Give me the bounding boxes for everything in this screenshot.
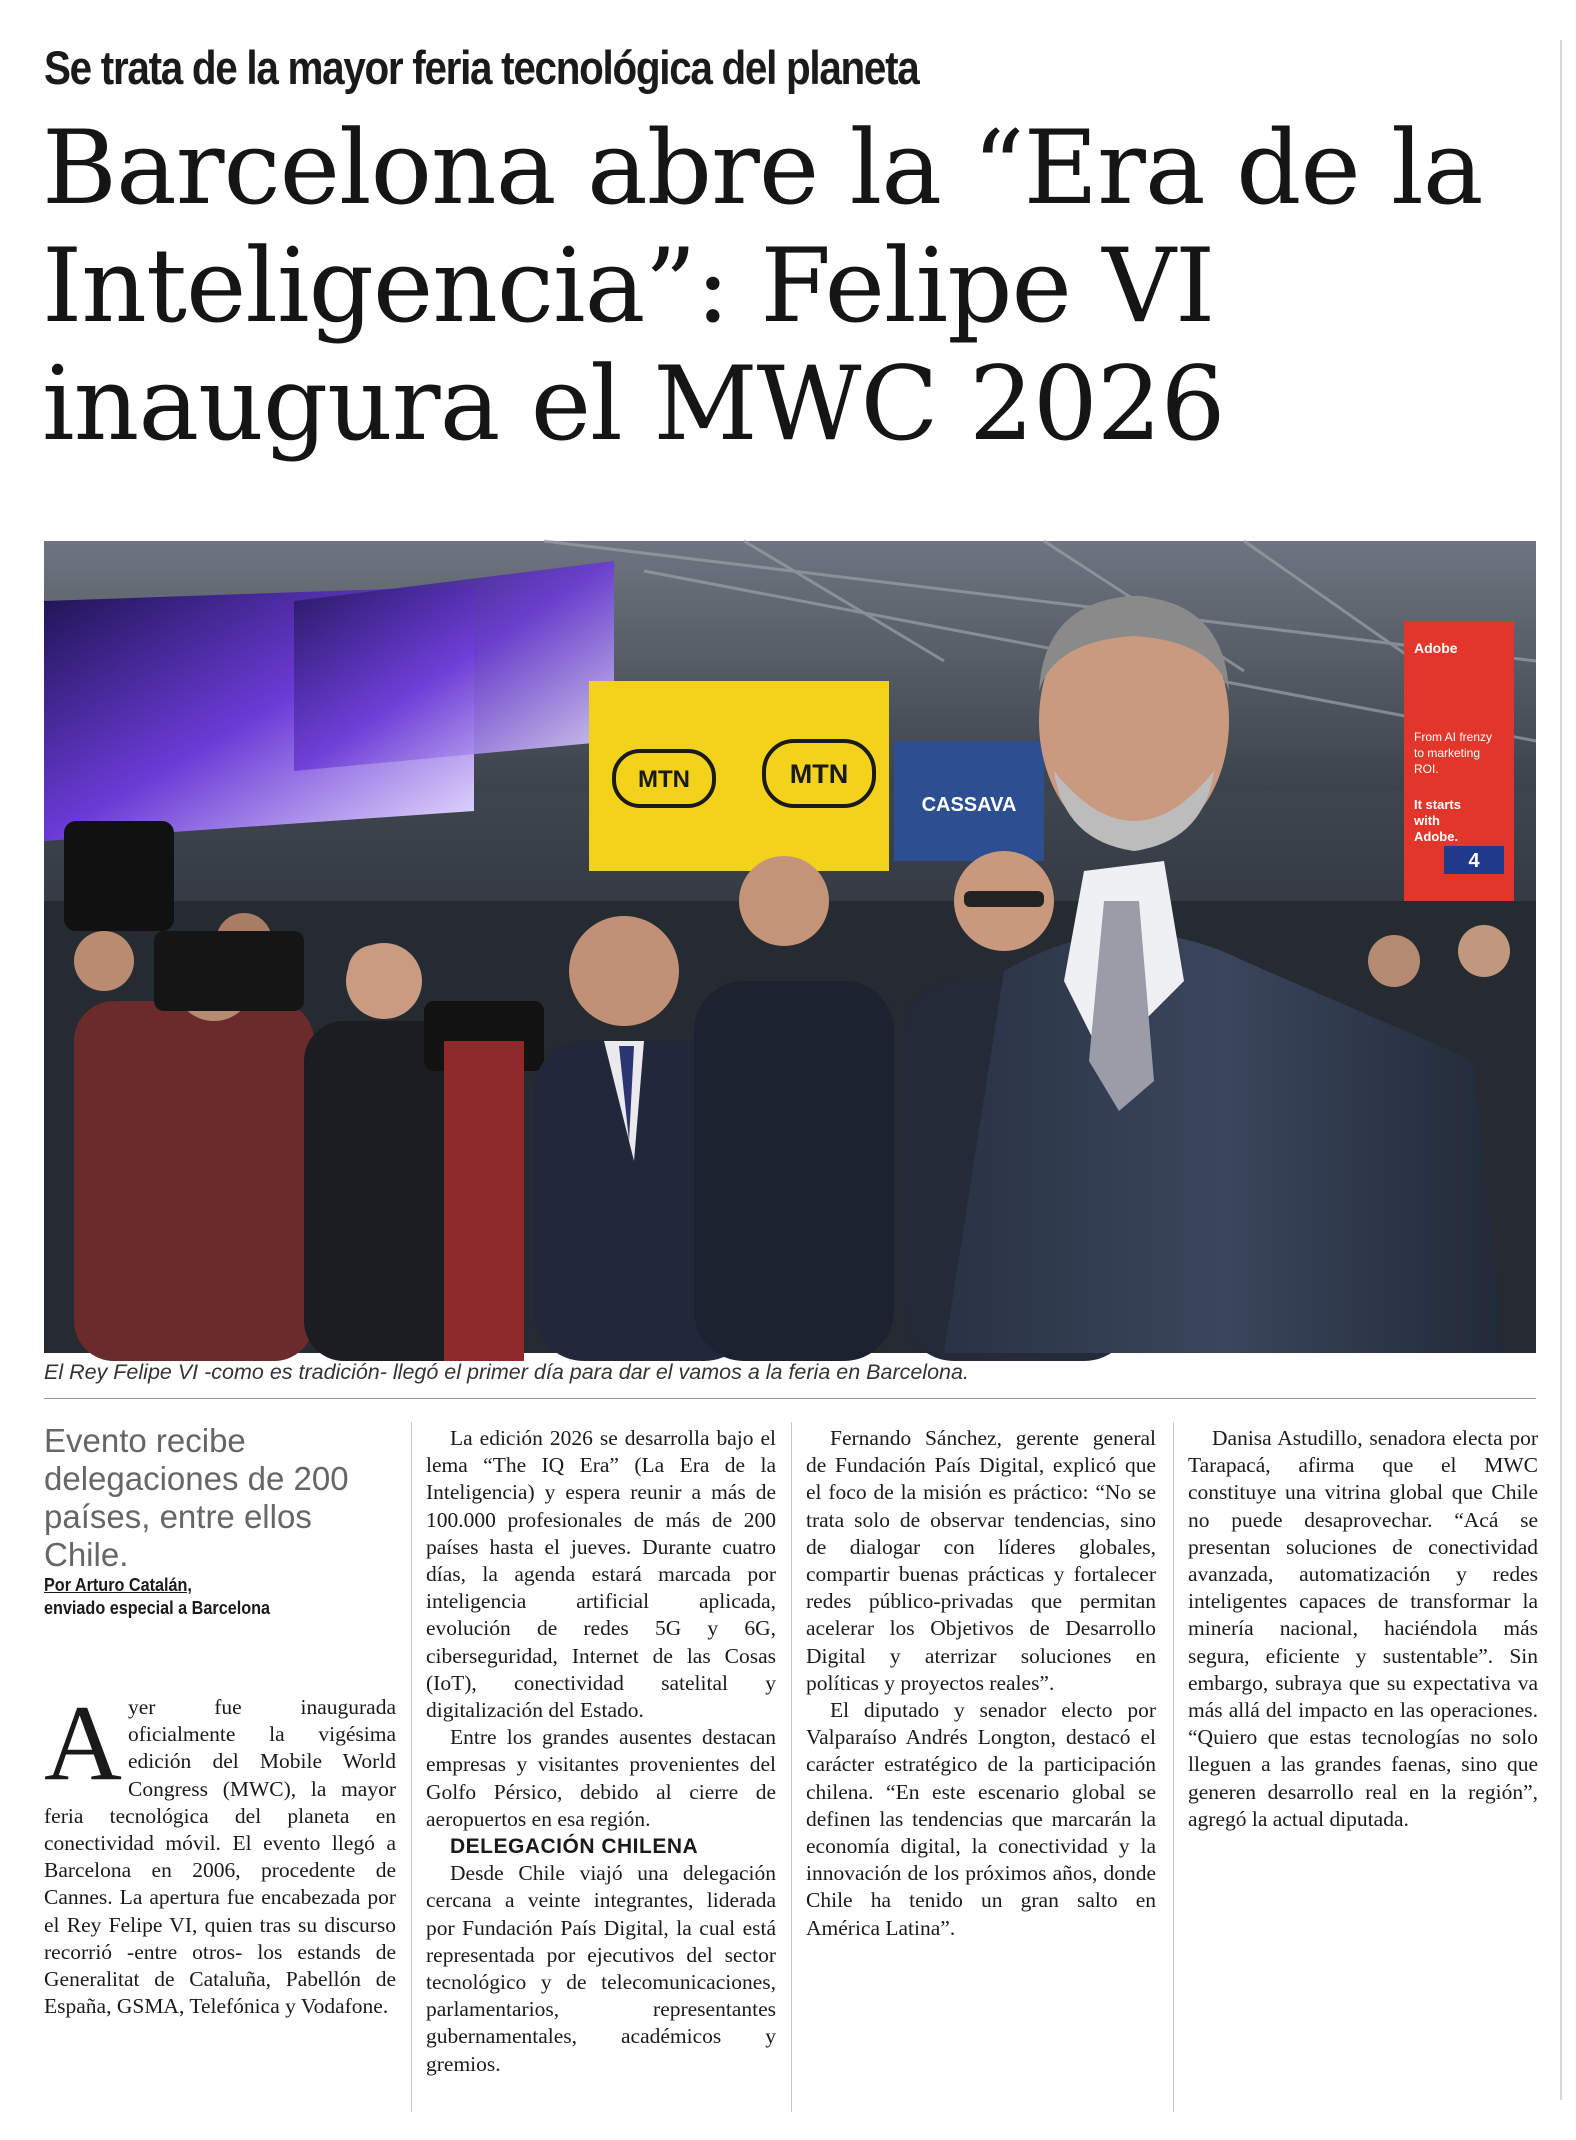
headline-line-2: Inteligencia”: Felipe VI (42, 227, 1215, 346)
cassava-sign: CASSAVA (921, 794, 1017, 816)
column-rule-3 (1173, 1422, 1174, 2112)
paragraph-2: La edición 2026 se desarrolla bajo el lema “The IQ Era” (La Era de la Inteligencia) y espera reunir a más de 100.000 profesionales de más de 200 países hasta el jueves. Durante cuatro días, la agenda estará marcada por inteligencia artificial aplicada, evolución de redes 5G y 6G, ciberseguridad, Internet de las Cosas (IoT), conectividad satelital y digitalización del Estado. (426, 1426, 776, 1723)
article-column-4 (1188, 1425, 1538, 1833)
stand-number: 4 (1468, 850, 1480, 872)
mtn-sign-1: MTN (638, 766, 690, 793)
article-column-2 (426, 1425, 776, 2076)
caption-rule (44, 1398, 1536, 1399)
headline (42, 110, 1542, 464)
paragraph-3: Entre los grandes ausentes destacan empresas y visitantes provenientes del Golfo Pérsico, debido al cierre de aeropuertos en esa región. (426, 1725, 776, 1831)
adobe-line-6: Adobe. (1414, 829, 1459, 844)
article-column-1 (44, 1684, 396, 2020)
deck: Evento recibe delegaciones de 200 países, entre ellos Chile. (44, 1422, 349, 1573)
paragraph-4: Desde Chile viajó una delegación cercana a veinte integrantes, liderada por Fundación País Digital, la cual está representada por ejecutivos del sector tecnológico y de telecomunicaciones, parlamentarios, representantes gubernamentales, académicos y gremios. (426, 1861, 776, 2076)
photo-caption: El Rey Felipe VI -como es tradición- llegó el primer día para dar el vamos a la feria en Barcelona. (44, 1360, 969, 1384)
paragraph-6: El diputado y senador electo por Valparaíso Andrés Longton, destacó el carácter estratégico de la participación chilena. “En este escenario global se definen las tendencias que marcarán la economía digital, la conectividad y la innovación de los próximos años, donde Chile ha tenido un gran salto en América Latina”. (806, 1698, 1156, 1940)
kicker: Se trata de la mayor feria tecnológica del planeta (44, 41, 919, 94)
paragraph-7: Danisa Astudillo, senadora electa por Tarapacá, afirma que el MWC constituye una vitrina global que Chile no puede desaprovechar. “Acá se presentan soluciones de conectividad avanzada, automatización y redes inteligentes capaces de transformar la minería nacional, haciéndola más segura, eficiente y sustentable”. Sin embargo, subraya que su expectativa va más allá del impacto en las operaciones. “Quiero que estas tecnologías no solo lleguen a las grandes faenas, sino que generen desarrollo real en la región”, agregó la actual diputada. (1188, 1426, 1538, 1831)
byline (44, 1574, 368, 1620)
drop-cap: A (44, 1684, 122, 1803)
news-photo (44, 541, 1536, 1353)
article-column-3 (806, 1425, 1156, 1942)
adobe-line-2: to marketing (1414, 746, 1481, 760)
page-edge (1560, 40, 1562, 2100)
column-rule-1 (411, 1422, 412, 2112)
subhead-delegacion: DELEGACIÓN CHILENA (450, 1835, 699, 1859)
headline-line-1: Barcelona abre la “Era de la (42, 109, 1483, 228)
byline-author: Por Arturo Catalán, (44, 1575, 192, 1595)
paragraph-1-text: yer fue inaugurada oficialmente la vigésima edición del Mobile World Congress (MWC), la mayor feria tecnológica del planeta en conectividad móvil. El evento llegó a Barcelona en 2006, procedente de Cannes. La apertura fue encabezada por el Rey Felipe VI, quien tras su discurso recorrió -entre otros- los estands de Generalitat de Cataluña, Pabellón de España, GSMA, Telefónica y Vodafone. (44, 1695, 396, 2019)
mtn-sign-2: MTN (789, 759, 849, 789)
photo-illustration (44, 541, 1536, 1353)
headline-line-3: inaugura el MWC 2026 (42, 345, 1225, 464)
adobe-line-3: ROI. (1414, 762, 1439, 776)
column-rule-2 (791, 1422, 792, 2112)
adobe-line-1: From AI frenzy (1414, 730, 1493, 744)
paragraph-5: Fernando Sánchez, gerente general de Fundación País Digital, explicó que el foco de la misión es práctico: “No se trata solo de observar tendencias, sino de dialogar con líderes globales, compartir buenas prácticas y fortalecer redes público-privadas que permitan acelerar los Objetivos de Desarrollo Digital y aterrizar soluciones en políticas y proyectos reales”. (806, 1426, 1156, 1695)
adobe-line-5: with (1414, 813, 1440, 828)
adobe-line-4: It starts (1414, 797, 1461, 812)
adobe-brand: Adobe (1414, 640, 1458, 656)
paragraph-1 (44, 1684, 396, 2020)
byline-role: enviado especial a Barcelona (44, 1598, 271, 1618)
